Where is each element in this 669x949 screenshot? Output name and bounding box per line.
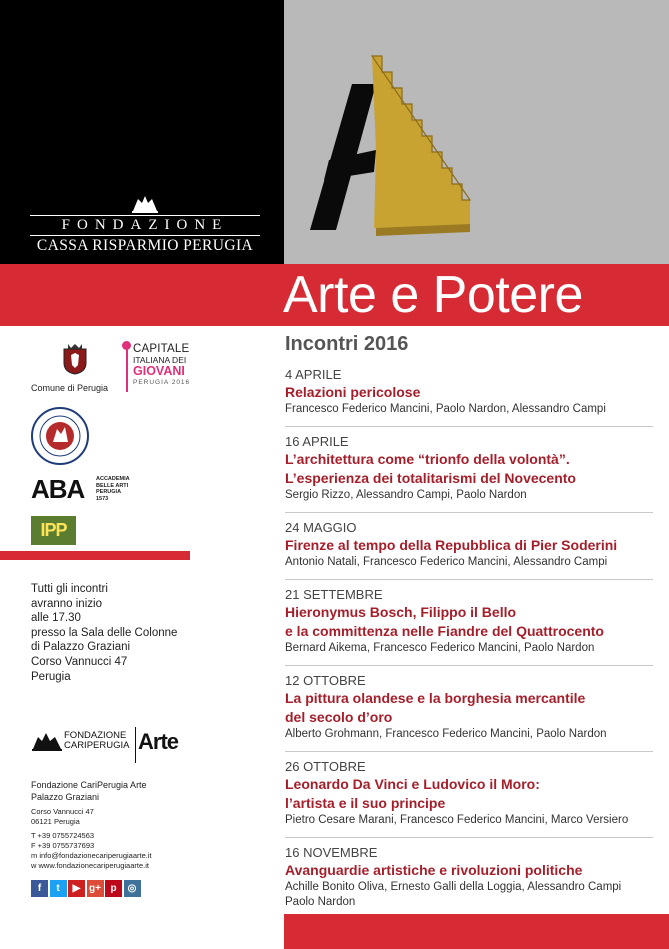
capitale-line1: CAPITALE — [133, 343, 190, 355]
event-title-line: e la committenza nelle Fiandre del Quattrocento — [285, 623, 604, 639]
capitale-bar — [126, 346, 128, 392]
event-divider — [285, 579, 653, 580]
instagram-icon[interactable]: ◎ — [124, 880, 141, 897]
contact-web[interactable]: w www.fondazionecariperugiaarte.it — [31, 861, 149, 870]
event-item — [285, 367, 665, 417]
bottom-red-bar — [284, 914, 669, 949]
event-speakers: Bernard Aikema, Francesco Federico Mancini, Paolo Nardon — [285, 642, 595, 654]
event-item — [285, 434, 665, 503]
event-title — [285, 861, 665, 880]
fcp-line1: FONDAZIONE — [64, 730, 127, 741]
event-speakers: Pietro Cesare Marani, Francesco Federico Mancini, Marco Versiero — [285, 814, 629, 826]
event-speakers: Paolo Nardon — [285, 896, 356, 908]
facebook-icon[interactable]: f — [31, 880, 48, 897]
event-title-line: Leonardo Da Vinci e Ludovico il Moro: — [285, 776, 540, 792]
event-title — [285, 603, 665, 641]
a-staircase-artwork — [284, 0, 669, 264]
event-item — [285, 520, 665, 570]
event-item — [285, 759, 665, 828]
comune-perugia-crest-icon — [62, 343, 88, 375]
contact-mail[interactable]: m info@fondazionecariperugiaarte.it — [31, 851, 152, 860]
event-title — [285, 775, 665, 813]
event-date: 12 OTTOBRE — [285, 673, 366, 688]
info-line: avranno inizio — [31, 597, 102, 610]
contact-city: 06121 Perugia — [31, 817, 80, 826]
contact-fax: F +39 0755737693 — [31, 841, 95, 850]
event-divider — [285, 751, 653, 752]
event-title-line: Hieronymus Bosch, Filippo il Bello — [285, 604, 517, 620]
event-date: 4 APRILE — [285, 367, 342, 382]
capitale-line3: GIOVANI — [133, 364, 185, 378]
aba-text-line: BELLE ARTI — [96, 482, 129, 489]
fcp-separator — [135, 727, 136, 763]
info-line: alle 17.30 — [31, 612, 81, 625]
event-item — [285, 587, 665, 656]
fcp-text — [64, 731, 129, 751]
event-speakers: Francesco Federico Mancini, Paolo Nardon, Alessandro Campi — [285, 403, 606, 415]
event-title-line: del secolo d’oro — [285, 709, 393, 725]
aba-text-line: 1573 — [96, 495, 109, 502]
capitale-line4: PERUGIA 2016 — [133, 379, 191, 386]
foundation-name-line1: FONDAZIONE — [30, 215, 260, 234]
event-divider — [285, 512, 653, 513]
event-date: 24 MAGGIO — [285, 520, 357, 535]
venue-info — [31, 582, 177, 684]
event-divider — [285, 426, 653, 427]
griffin-icon — [130, 193, 160, 215]
event-date: 16 NOVEMBRE — [285, 845, 378, 860]
event-date: 21 SETTEMBRE — [285, 587, 383, 602]
griffin-icon — [31, 731, 63, 753]
contact-block — [31, 779, 152, 871]
event-date: 16 APRILE — [285, 434, 349, 449]
event-title-line: Firenze al tempo della Repubblica di Pier Soderini — [285, 537, 618, 553]
event-divider — [285, 665, 653, 666]
info-line: Tutti gli incontri — [31, 583, 108, 595]
foundation-name-line2: CASSA RISPARMIO PERUGIA — [30, 235, 260, 255]
info-line: di Palazzo Graziani — [31, 641, 131, 654]
event-title-line: Relazioni pericolose — [285, 384, 421, 400]
info-line: Perugia — [31, 670, 71, 683]
contact-name: Fondazione CariPerugia Arte — [31, 780, 147, 790]
capitale-giovani-logo — [133, 343, 203, 387]
contact-street: Corso Vannucci 47 — [31, 807, 94, 816]
event-speakers: Sergio Rizzo, Alessandro Campi, Paolo Nardon — [285, 489, 527, 501]
event-title — [285, 536, 665, 555]
info-line: presso la Sala delle Colonne — [31, 626, 178, 639]
event-divider — [285, 837, 653, 838]
event-title — [285, 383, 665, 402]
aba-text-line: PERUGIA — [96, 489, 122, 495]
header-artwork-panel — [284, 0, 669, 264]
left-red-bar — [0, 551, 190, 560]
capitale-line2: ITALIANA DEI — [133, 355, 187, 365]
events-list — [285, 367, 665, 919]
event-title — [285, 689, 665, 727]
ipp-logo: IPP — [31, 516, 76, 545]
fcp-arte-word: Arte — [138, 729, 179, 754]
event-date: 26 OTTOBRE — [285, 759, 366, 774]
social-icons — [31, 880, 142, 898]
twitter-icon[interactable]: t — [50, 880, 67, 897]
event-title-line: l’artista e il suo principe — [285, 795, 446, 811]
google-plus-icon[interactable]: g+ — [87, 880, 104, 897]
event-title-line: Avanguardie artistiche e rivoluzioni politiche — [285, 862, 583, 878]
youtube-icon[interactable]: ▶ — [68, 880, 85, 897]
contact-place: Palazzo Graziani — [31, 792, 100, 802]
contact-tel: T +39 0755724563 — [31, 831, 95, 840]
event-title-line: L’architettura come “trionfo della volontà”. — [285, 451, 570, 467]
event-speakers: Achille Bonito Oliva, Ernesto Galli della Loggia, Alessandro Campi — [285, 881, 622, 893]
event-speakers: Alberto Grohmann, Francesco Federico Mancini, Paolo Nardon — [285, 728, 607, 740]
event-item — [285, 845, 665, 910]
event-speakers: Antonio Natali, Francesco Federico Mancini, Alessandro Campi — [285, 556, 608, 568]
comune-label: Comune di Perugia — [31, 383, 109, 393]
event-title-line: La pittura olandese e la borghesia mercantile — [285, 690, 586, 706]
page-title: Arte e Potere — [283, 266, 583, 324]
event-item — [285, 673, 665, 742]
event-title — [285, 450, 665, 488]
info-line: Corso Vannucci 47 — [31, 655, 128, 668]
event-title-line: L’esperienza dei totalitarismi del Novecento — [285, 470, 576, 486]
aba-logo-text — [96, 476, 130, 502]
aba-logo-mark: ABA — [31, 474, 85, 504]
pinterest-icon[interactable]: p — [105, 880, 122, 897]
subtitle: Incontri 2016 — [285, 333, 409, 355]
aba-text-line: ACCADEMIA — [96, 476, 130, 482]
university-seal-icon — [31, 407, 89, 465]
fcp-line2: CARIPERUGIA — [64, 740, 130, 751]
